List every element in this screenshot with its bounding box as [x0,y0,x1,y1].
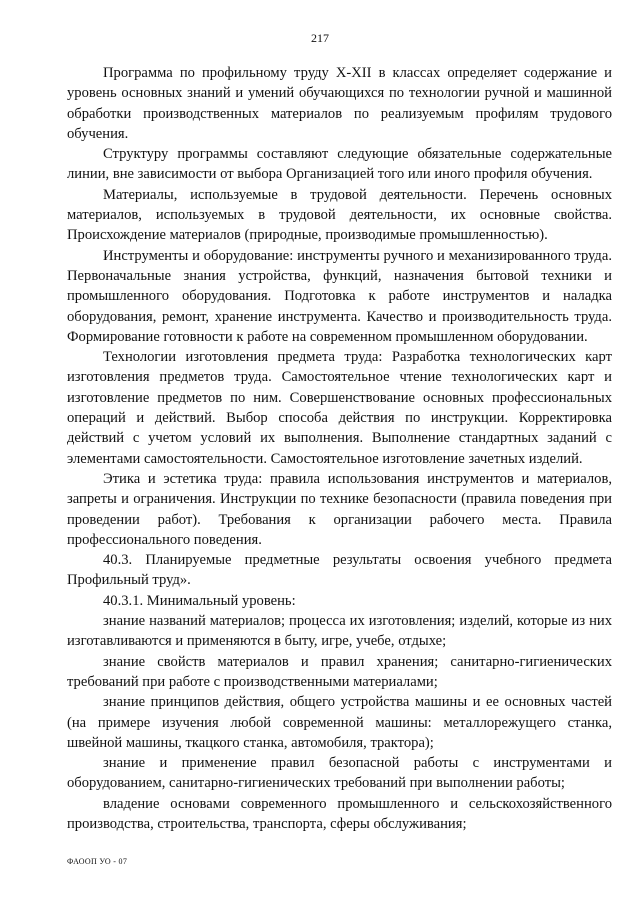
section-heading: 40.3. Планируемые предметные результаты освоения учебного предмета Профильный труд». [67,552,612,589]
paragraph: Материалы, используемые в трудовой деятельности. Перечень основных материалов, используемых в трудовой деятельности, их основные свойства. Происхождение материалов (природные, производимые промышленностью). [67,186,612,244]
subsection-heading: 40.3.1. Минимальный уровень: [103,592,296,609]
paragraph: Программа по профильному труду X-XII в классах определяет содержание и уровень основных знаний и умений обучающихся по технологии ручной и машинной обработки производственных материалов по реализуемым профилям трудового обучения. [67,65,612,142]
footer-code: ФАООП УО - 07 [67,857,128,866]
document-body [67,63,612,834]
list-item: знание свойств материалов и правил хранения; санитарно-гигиенических требований при работе с производственными материалами; [67,653,612,690]
paragraph: Структуру программы составляют следующие обязательные содержательные линии, вне зависимости от выбора Организацией того или иного профиля обучения. [67,146,612,183]
paragraph: Технологии изготовления предмета труда: Разработка технологических карт изготовления предметов труда. Самостоятельное чтение технологических карт и изготовление предметов по ним. Совершенствование основных профессиональных операций и действий. Выбор способа действия по инструкции. Корректировка действий с учетом условий их выполнения. Выполнение стандартных заданий с элементами самостоятельности. Самостоятельное изготовление зачетных изделий. [67,349,612,467]
list-item: знание и применение правил безопасной работы с инструментами и оборудованием, санитарно-гигиенических требований при выполнении работы; [67,755,612,792]
list-item: владение основами современного промышленного и сельскохозяйственного производства, строительства, транспорта, сферы обслуживания; [67,795,612,832]
page-number: 217 [311,31,329,45]
list-item: знание названий материалов; процесса их изготовления; изделий, которые из них изготавливаются и применяются в быту, игре, учебе, отдыхе; [67,613,612,650]
paragraph: Этика и эстетика труда: правила использования инструментов и материалов, запреты и ограничения. Инструкции по технике безопасности (правила поведения при проведении работ). Требования к организации рабочего места. Правила профессионального поведения. [67,470,612,548]
paragraph: Инструменты и оборудование: инструменты ручного и механизированного труда. Первоначальные знания устройства, функций, назначения бытовой техники и промышленного оборудования. Подготовка к работе инструментов и наладка оборудования, ремонт, хранение инструмента. Качество и производительность труда. Формирование готовности к работе на современном промышленном оборудовании. [67,247,612,345]
list-item: знание принципов действия, общего устройства машины и ее основных частей (на примере изучения любой современной машины: металлорежущего станка, швейной машины, ткацкого станка, автомобиля, трактора); [67,694,612,751]
